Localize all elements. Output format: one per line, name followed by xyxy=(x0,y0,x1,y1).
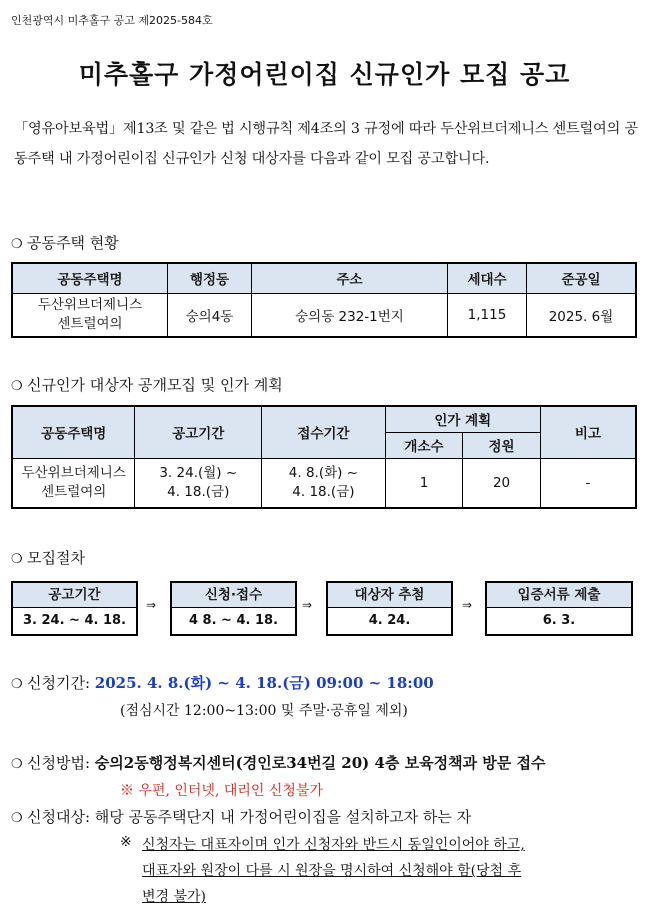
table-header: 세대수 xyxy=(448,263,527,293)
step-date: 4. 24. xyxy=(368,613,411,628)
table-cell: 4. 8.(화) ~ 4. 18.(금) xyxy=(262,458,386,508)
table-header: 인가 계획 xyxy=(385,406,540,432)
period-value: 2025. 4. 8.(화) ~ 4. 18.(금) 09:00 ~ 18:00 xyxy=(94,674,434,692)
table-header: 비고 xyxy=(540,406,636,458)
page-title: 미추홀구 가정어린이집 신규인가 모집 공고 xyxy=(78,60,571,89)
application-period: ❍ 신청기간: 2025. 4. 8.(화) ~ 4. 18.(금) 09:00 ~ 18:00 xyxy=(11,674,434,692)
table-cell: 1,115 xyxy=(448,293,527,337)
section-heading-plan: ❍ 신규인가 대상자 공개모집 및 인가 계획 xyxy=(11,376,283,394)
table-cell: 2025. 6월 xyxy=(527,293,637,337)
method-value: 숭의2동행정복지센터(경인로34번길 20) 4층 보육정책과 방문 접수 xyxy=(94,754,546,772)
target-note-line: 신청자는 대표자이며 인가 신청자와 반드시 동일인이어야 하고, xyxy=(142,837,525,853)
table-header: 개소수 xyxy=(385,432,463,458)
table-header: 행정동 xyxy=(168,263,252,293)
target-value: 해당 공동주택단지 내 가정어린이집을 설치하고자 하는 자 xyxy=(94,808,472,826)
circle-bullet-icon: ❍ xyxy=(11,237,23,252)
intro-paragraph: 「영유아보육법」제13조 및 같은 법 시행규칙 제4조의 3 규정에 따라 두산위브더제니스 센트럴여의 공동주택 내 가정어린이집 신규인가 신청 대상자를 다음과 같이 모집 공고합니다. xyxy=(14,121,638,167)
table-cell: 숭의동 232-1번지 xyxy=(252,293,448,337)
housing-table xyxy=(11,262,637,338)
table-cell: 1 xyxy=(385,458,463,508)
step-title: 공고기간 xyxy=(13,583,136,608)
target-note-line: 대표자와 원장이 다를 시 원장을 명시하여 신청해야 함(당첨 후 xyxy=(142,863,522,879)
table-header: 정원 xyxy=(463,432,541,458)
plan-table xyxy=(11,405,637,509)
procedure-step xyxy=(326,581,453,636)
section-heading-procedure: ❍ 모집절차 xyxy=(11,549,85,567)
table-cell: 20 xyxy=(463,458,541,508)
target-note-line: 변경 불가) xyxy=(142,889,207,905)
table-cell: 숭의4동 xyxy=(168,293,252,337)
step-date: 3. 24. ~ 4. 18. xyxy=(22,613,127,628)
table-header: 준공일 xyxy=(527,263,637,293)
table-cell: 두산위브더제니스 센트럴여의 xyxy=(12,458,135,508)
document-number: 인천광역시 미추홀구 공고 제2025-584호 xyxy=(11,14,213,27)
step-title: 대상자 추첨 xyxy=(328,583,451,608)
step-date: 4 8. ~ 4. 18. xyxy=(188,613,279,628)
note-mark: ※ xyxy=(120,834,132,850)
method-note: ※ 우편, 인터넷, 대리인 신청불가 xyxy=(120,783,323,799)
table-header: 주소 xyxy=(252,263,448,293)
procedure-step xyxy=(485,581,633,636)
step-date: 6. 3. xyxy=(542,613,576,628)
section-heading-housing: ❍ 공동주택 현황 xyxy=(11,234,119,252)
circle-bullet-icon: ❍ xyxy=(11,811,23,826)
table-header: 접수기간 xyxy=(262,406,386,458)
table-header: 공고기간 xyxy=(135,406,262,458)
step-title: 입증서류 제출 xyxy=(487,583,631,608)
procedure-step xyxy=(170,581,297,636)
table-cell: 두산위브더제니스 센트럴여의 xyxy=(12,293,168,337)
circle-bullet-icon: ❍ xyxy=(11,757,23,772)
procedure-step xyxy=(11,581,138,636)
table-header: 공동주택명 xyxy=(12,406,135,458)
table-header: 공동주택명 xyxy=(12,263,168,293)
application-target: ❍ 신청대상: 해당 공동주택단지 내 가정어린이집을 설치하고자 하는 자 xyxy=(11,808,472,826)
circle-bullet-icon: ❍ xyxy=(11,552,23,567)
step-title: 신청·접수 xyxy=(172,583,295,608)
circle-bullet-icon: ❍ xyxy=(11,677,23,692)
right-arrow-icon: ⇒ xyxy=(302,598,313,612)
right-arrow-icon: ⇒ xyxy=(462,598,473,612)
table-cell: - xyxy=(540,458,636,508)
circle-bullet-icon: ❍ xyxy=(11,379,23,394)
period-note: (점심시간 12:00~13:00 및 주말·공휴일 제외) xyxy=(120,703,408,719)
right-arrow-icon: ⇒ xyxy=(146,598,157,612)
application-method: ❍ 신청방법: 숭의2동행정복지센터(경인로34번길 20) 4층 보육정책과 방문 접수 xyxy=(11,754,546,772)
table-cell: 3. 24.(월) ~ 4. 18.(금) xyxy=(135,458,262,508)
